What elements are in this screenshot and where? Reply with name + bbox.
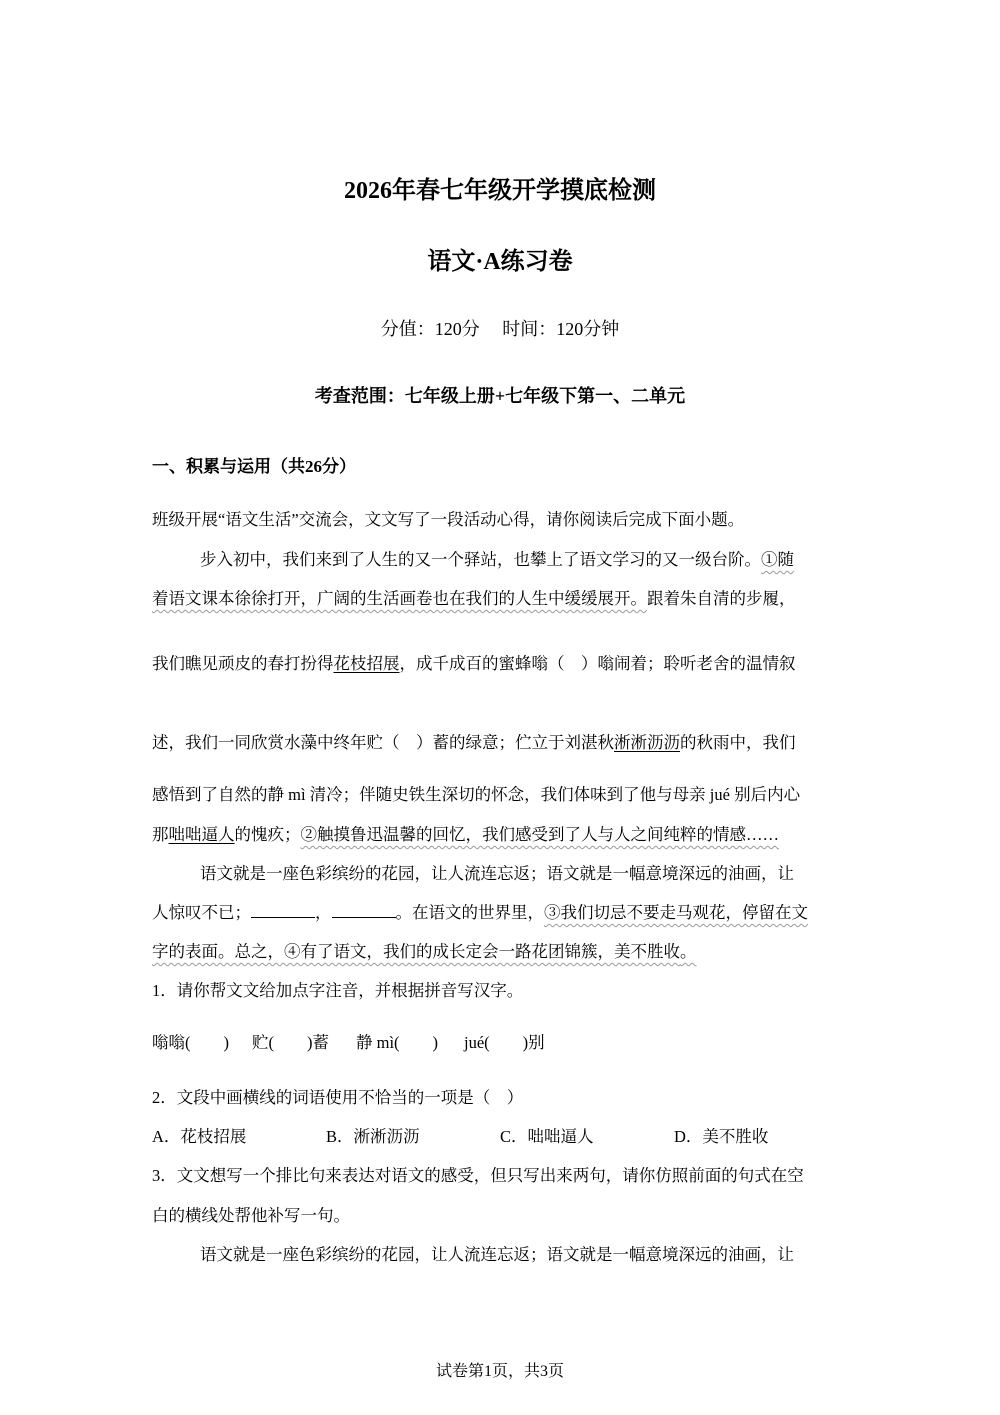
underlined-word-huazhi: 花枝招展 (333, 654, 400, 673)
passage-line-6 (152, 821, 779, 845)
passage2-line-1: 语文就是一座色彩缤纷的花园，让人流连忘返；语文就是一幅意境深远的油画，让 (200, 864, 794, 883)
underlined-word-xixi: 淅淅沥沥 (614, 733, 680, 752)
q2-option-b[interactable]: B．淅淅沥沥 (326, 1127, 420, 1146)
exam-title: 2026年春七年级开学摸底检测 (344, 178, 656, 204)
wavy-sentence-1-cont: 着语文课本徐徐打开，广阔的生活画卷也在我们的人生中缓缓展开。 (152, 589, 647, 608)
q3-quote: 语文就是一座色彩缤纷的花园，让人流连忘返；语文就是一幅意境深远的油画，让 (200, 1245, 794, 1264)
q1-item-1: 嗡嗡( ) (152, 1033, 229, 1052)
passage-text: ，成千成百的蜜蜂嗡（ ）嗡闹着；聆听老舍的温情叙 (399, 654, 796, 673)
wavy-sentence-2: ②触摸鲁迅温馨的回忆，我们感受到了人与人之间纯粹的情感…… (300, 825, 779, 844)
score-time: 分值：120分 时间：120分钟 (380, 319, 620, 339)
passage2-line-3 (152, 938, 697, 962)
section-heading: 一、积累与运用（共26分） (152, 457, 356, 476)
passage-text: 步入初中，我们来到了人生的又一个驿站，也攀上了语文学习的又一级台阶。 (200, 550, 761, 569)
q3-stem-line-1: 3．文文想写一个排比句来表达对语文的感受，但只写出来两句，请你仿照前面的句式在空 (152, 1166, 804, 1185)
q2-stem: 2．文段中画横线的词语使用不恰当的一项是（ ） (152, 1088, 524, 1107)
wavy-sentence-end: 。 (680, 942, 697, 961)
page-footer: 试卷第1页，共3页 (435, 1363, 564, 1380)
passage-text: 人惊叹不已； (152, 903, 251, 922)
answer-blank-2[interactable] (332, 901, 396, 919)
wavy-sentence-3: ③我们切忌不要走马观花，停留在文 (544, 903, 808, 922)
passage-text: 那 (152, 825, 169, 844)
passage-text: 我们瞧见顽皮的春打扮得 (152, 654, 334, 673)
passage-text: 跟着朱自清的步履， (647, 589, 796, 608)
q1-item-4: jué( )别 (464, 1033, 545, 1052)
passage-text: 。在语文的世界里， (395, 903, 544, 922)
passage-text: 的愧疚； (234, 825, 301, 844)
passage-line-4 (152, 729, 796, 753)
passage2-line-2 (152, 899, 808, 923)
exam-scope: 考查范围：七年级上册+七年级下第一、二单元 (314, 386, 686, 406)
q2-option-a[interactable]: A．花枝招展 (152, 1127, 247, 1146)
passage-line-1 (200, 546, 794, 570)
q2-option-c[interactable]: C．咄咄逼人 (500, 1127, 594, 1146)
passage-line-2 (152, 585, 796, 609)
intro-text: 班级开展“语文生活”交流会，文文写了一段活动心得，请你阅读后完成下面小题。 (152, 510, 745, 529)
wavy-sentence-1: ①随 (761, 550, 794, 569)
wavy-sentence-3-cont: 字的表面。总之，④有了语文，我们的成长定会一路花团锦簇， (152, 942, 614, 961)
passage-text: 的秋雨中，我们 (680, 733, 796, 752)
q1-item-2: 贮( )蓄 (252, 1033, 329, 1052)
q3-stem-line-2: 白的横线处帮他补写一句。 (152, 1206, 350, 1225)
q1-item-3: 静 mì( ) (356, 1033, 439, 1052)
passage-text: 述，我们一同欣赏水藻中终年贮（ ）蓄的绿意；伫立于刘湛秋 (152, 733, 614, 752)
passage-text: ， (315, 903, 332, 922)
underlined-word-meibu: 美不胜收 (614, 942, 680, 961)
q2-option-d[interactable]: D．美不胜收 (674, 1127, 769, 1146)
q1-stem: 1．请你帮文文给加点字注音，并根据拼音写汉字。 (152, 981, 524, 1000)
answer-blank-1[interactable] (251, 901, 315, 919)
passage-line-5: 感悟到了自然的静 mì 清冷；伴随史铁生深切的怀念，我们体味到了他与母亲 jué 别后内心 (152, 785, 801, 804)
underlined-word-duoduo: 咄咄逼人 (168, 825, 235, 844)
exam-subtitle: 语文·A练习卷 (427, 249, 573, 275)
passage-line-3 (152, 650, 796, 674)
